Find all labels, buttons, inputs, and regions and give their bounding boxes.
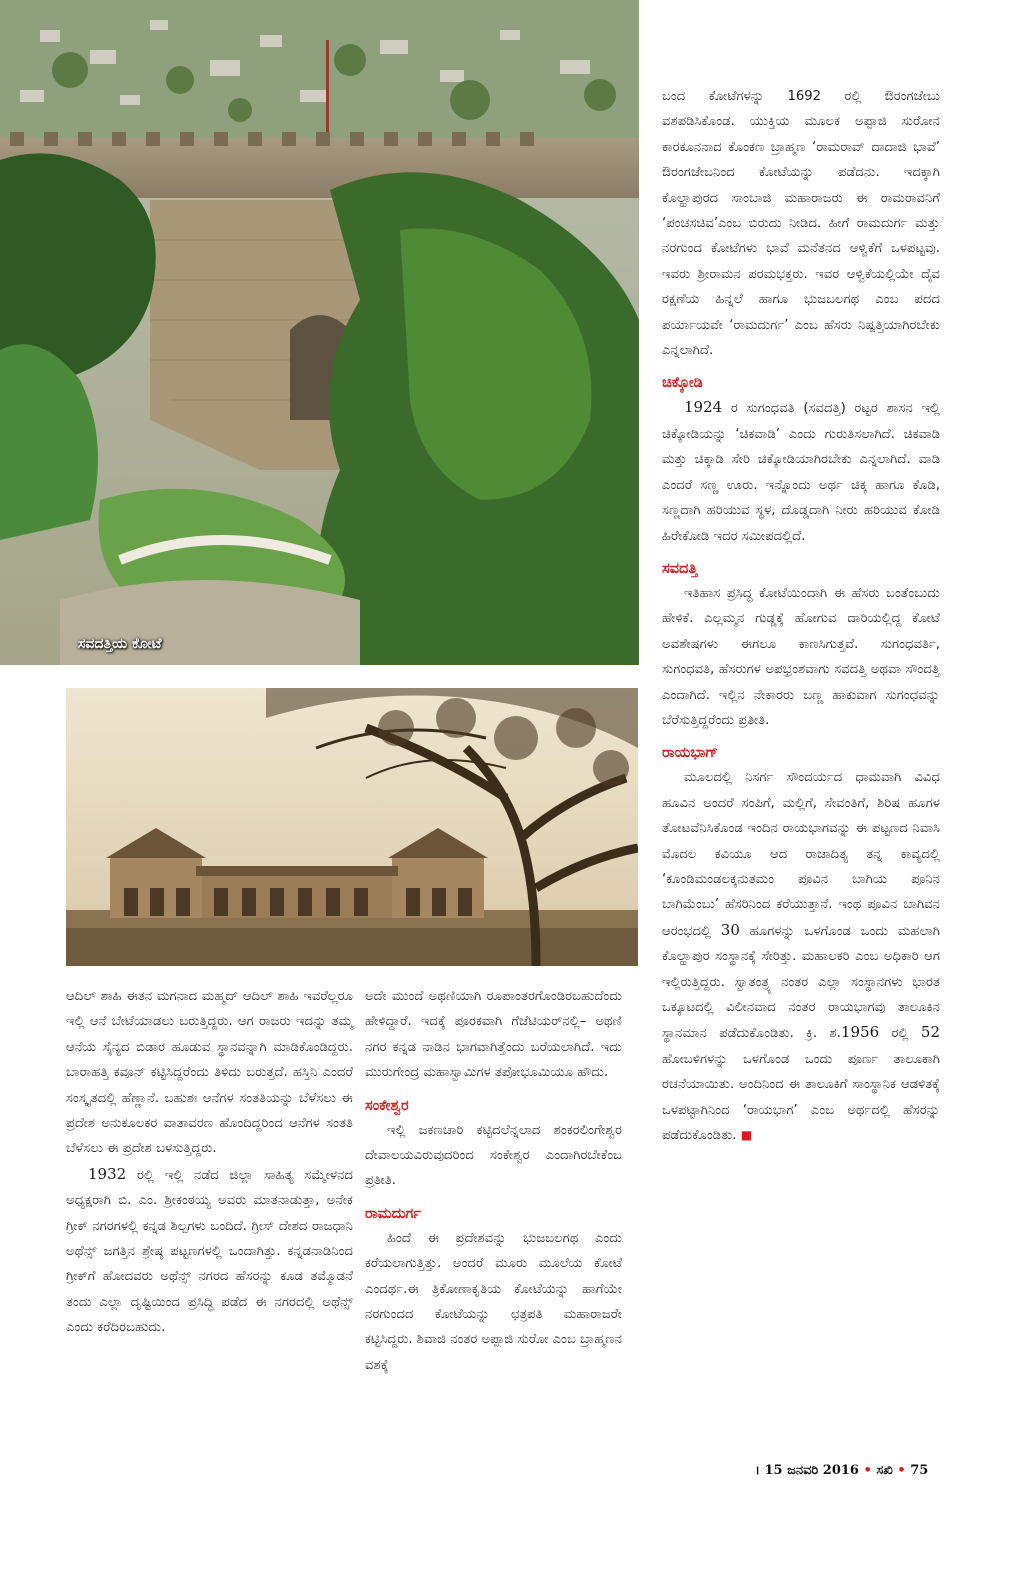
footer-separator: • — [897, 1463, 906, 1478]
footer-magazine: ಸಖಿ — [876, 1463, 893, 1478]
left-column — [66, 984, 353, 1341]
fort-photo — [0, 0, 639, 665]
intro-paragraph: ಬಂದ ಕೋಟೆಗಳನ್ನು 1692 ರಲ್ಲಿ ಔರಂಗಜೇಬು ವಶಪಡಿಸಿಕೊಂಡ. ಯುಕ್ತಿಯ ಮೂಲಕ ಅಪ್ಪಾಜಿ ಸುರೋನ ಕಾರಕೂನನಾದ ಕೊಂಕಣ ಬ್ರಾಹ್ಮಣ ‘ರಾಮರಾವ್ ದಾದಾಜಿ ಭಾವೆ’ ಔರಂಗಜೇಬನಿಂದ ಕೋಟೆಯನ್ನು ಪಡೆದನು. ಇದಕ್ಕಾಗಿ ಕೊಲ್ಹಾಪುರದ ಸಾಂಬಾಜಿ ಮಹಾರಾಜರು ಈ ರಾಮರಾವನಿಗೆ ‘ಪಂಚಸಚಿವ’ಎಂಬ ಬಿರುದು ನೀಡಿದ. ಹೀಗೆ ರಾಮದುರ್ಗ ಮತ್ತು ನರಗುಂದ ಕೋಟೆಗಳು ಭಾವೆ ಮನೆತನದ ಆಳ್ವಿಕೆಗೆ ಒಳಪಟ್ಟವು. ಇವರು ಶ್ರೀರಾಮನ ಪರಮಭಕ್ತರು. ಇವರ ಆಳ್ವಿಕೆಯಲ್ಲಿಯೇ ದೈವ ರಕ್ಷಣೆಯ ಹಿನ್ನಲೆ ಹಾಗೂ ಭುಜಬಲಗಥ ಎಂಬ ಪದದ ಪರ್ಯಾಯವೇ ‘ರಾಮದುರ್ಗ’ ಎಂಬ ಹೆಸರು ನಿಷ್ಪತ್ತಿಯಾಗಿರಬೇಕು ಎನ್ನಲಾಗಿದೆ. — [662, 89, 940, 359]
fort-photo-caption: ಸವದತ್ತಿಯ ಕೋಟೆ — [78, 636, 162, 652]
page-number: 75 — [910, 1463, 929, 1478]
end-mark: ■ — [740, 1128, 753, 1143]
footer-separator: • — [863, 1463, 872, 1478]
middle-column — [365, 984, 622, 1378]
section-text-chikkodi: 1924 ರ ಸುಗಂಧವತಿ (ಸವದತ್ತಿ) ರಟ್ಟರ ಶಾಸನ ಇಲ್ಲಿ ಚಿಕ್ಕೋಡಿಯನ್ನು ‘ಚಿಕವಾಡಿ’ ಎಂದು ಗುರುತಿಸಲಾಗಿದೆ. ಚಿಕವಾಡಿ ಮತ್ತು ಚಿಕ್ಕಾಡಿ ಸೇರಿ ಚಿಕ್ಕೋಡಿಯಾಗಿರಬೇಕು ಎನ್ನಲಾಗಿದೆ. ವಾಡಿ ಎಂದರೆ ಸಣ್ಣ ಊರು. ಇನ್ನೊಂದು ಅರ್ಥ ಚಿಕ್ಕ ಹಾಗೂ ಕೊಡಿ, ಸಣ್ಣದಾಗಿ ಹರಿಯುವ ಸ್ಥಳ, ದೊಡ್ಡದಾಗಿ ನೀರು ಹರಿಯುವ ಕೋಡಿ ಹಿರೇಕೋಡಿ ಇದರ ಸಮೀಪದಲ್ಲಿದೆ. — [662, 398, 940, 544]
section-text-sankeshwar: ಇಲ್ಲಿ ಜಕಣಚಾರಿ ಕಟ್ಟಿದಲೆನ್ನಲಾದ ಶಂಕರಲಿಂಗೇಶ್ವರ ದೇವಾಲಯವಿರುವುದರಿಂದ ಸಂಕೇಶ್ವರ ಎಂದಾಗಿರಬೇಕೆಂಬ ಪ್ರತೀತಿ. — [365, 1122, 622, 1189]
left-paragraph-2: 1932 ರಲ್ಲಿ ಇಲ್ಲಿ ನಡೆದ ಜಿಲ್ಲಾ ಸಾಹಿತ್ಯ ಸಮ್ಮೇಳನದ ಅಧ್ಯಕ್ಷರಾಗಿ ಬಿ. ಎಂ. ಶ್ರೀಕಂಠಯ್ಯ ಅವರು ಮಾತನಾಡುತ್ತಾ, ಅನೇಕ ಗ್ರೀಕ್ ನಗರಗಳಲ್ಲಿ ಕನ್ನಡ ಶಿಲ್ಪಗಳು ಬಂದಿದೆ. ಗ್ರೀಸ್ ದೇಶದ ರಾಜಧಾನಿ ಅಥೆನ್ಸ್ ಜಗತ್ತಿನ ಶ್ರೇಷ್ಠ ಪಟ್ಟಣಗಳಲ್ಲಿ ಒಂದಾಗಿತ್ತು. ಕನ್ನಡನಾಡಿನಿಂದ ಗ್ರೀಕ್‌ಗೆ ಹೋದವರು ಅಥೆನ್ಸ್ ನಗರದ ಹೆಸರನ್ನು ಕೂಡ ತಮ್ಮೊಡನೆ ತಂದು ಎಲ್ಲಾ ದೃಷ್ಟಿಯಿಂದ ಪ್ರಸಿದ್ಧಿ ಪಡೆದ ಈ ನಗರದಲ್ಲಿ ಅಥೆನ್ಸ್ ಎಂದು ಕರೆದಿರಬಹುದು. — [66, 1164, 353, 1336]
section-heading-chikkodi: ಚಿಕ್ಕೋಡಿ — [662, 375, 703, 392]
left-paragraph-1: ಆದಿಲ್ ಶಾಹಿ ಈತನ ಮಗನಾದ ಮಹ್ಮದ್ ಆದಿಲ್ ಶಾಹಿ ಇವರೆಲ್ಲರೂ ಇಲ್ಲಿ ಆನೆ ಬೇಟೆಯಾಡಲು ಬರುತ್ತಿದ್ದರು. ಆಗ ರಾಜರು ಇದನ್ನು ತಮ್ಮ ಆನೆಯ ಸೈನ್ಯದ ಬಿಡಾರ ಹೂಡುವ ಸ್ಥಾನವನ್ನಾಗಿ ಮಾಡಿಕೊಂಡಿದ್ದರು. ಬಾರಾಹತ್ತಿ ಕವೂನ್ ಕಟ್ಟಿಸಿದ್ದರೆಂದು ತಿಳಿದು ಬರುತ್ತದೆ. ಹಸ್ತಿನಿ ಎಂದರೆ ಸಂಸ್ಕೃತದಲ್ಲಿ ಹೆಣ್ಣಾನೆ. ಬಹುಶಃ ಆನೆಗಳ ಸಂತತಿಯನ್ನು ಬೆಳೆಸಲು ಈ ಪ್ರದೇಶ ಅನುಕೂಲಕರ ವಾತಾವರಣ ಹೊಂದಿದ್ದರಿಂದ ಆನೆಗಳ ಸಂತತಿ ಬೆಳೆಸಲು ಈ ಪ್ರದೇಶ ಬಳಸುತ್ತಿದ್ದರು. — [66, 989, 353, 1157]
page-footer — [755, 1463, 928, 1478]
middle-paragraph-1: ಅದೇ ಮುಂದೆ ಅಥಣಿಯಾಗಿ ರೂಪಾಂತರಗೊಂಡಿರಬಹುದೆಂದು ಹೇಳಿದ್ದಾರೆ. ಇದಕ್ಕೆ ಪೂರಕವಾಗಿ ಗೆಜೆಟಿಯರ್‌ನಲ್ಲಿ– ಅಥಣಿ ನಗರ ಕನ್ನಡ ನಾಡಿನ ಭಾಗವಾಗಿತ್ತೆಂದು ಬರೆಯಲಾಗಿದೆ. ಇದು ಮುರುಗೇಂದ್ರ ಮಹಾಸ್ವಾಮಿಗಳ ತಪೋಭೂಮಿಯೂ ಹೌದು. — [365, 989, 622, 1081]
section-heading-ramdurg: ರಾಮದುರ್ಗ — [365, 1205, 421, 1222]
footer-date: 15 ಜನವರಿ 2016 — [764, 1463, 859, 1478]
section-text-ramdurg: ಹಿಂದೆ ಈ ಪ್ರದೇಶವನ್ನು ಭುಜಬಲಗಥ ಎಂದು ಕರೆಯಲಾಗುತ್ತಿತ್ತು. ಅಂದರೆ ಮೂರು ಮೂಲೆಯ ಕೋಟೆ ಎಂದರ್ಥ.ಈ ತ್ರಿಕೋಣಾಕೃತಿಯ ಕೋಟೆಯನ್ನು ಹಾಗೆಯೇ ನರಗುಂದದ ಕೋಟೆಯನ್ನು ಛತ್ರಪತಿ ಮಹಾರಾಜರೇ ಕಟ್ಟಿಸಿದ್ದರು. ಶಿವಾಜಿ ನಂತರ ಅಪ್ಪಾಜಿ ಸುರೋ ಎಂಬ ಬ್ರಾಹ್ಮಣನ ವಶಕ್ಕೆ — [365, 1230, 622, 1373]
right-column — [662, 84, 940, 1148]
fort-photo-image — [0, 0, 639, 665]
section-text-raybag: ಮೂಲದಲ್ಲಿ ನಿಸರ್ಗ ಸೌಂದರ್ಯದ ಧಾಮವಾಗಿ ವಿವಿಧ ಹೂವಿನ ಅಂದರೆ ಸಂಪಿಗೆ, ಮಲ್ಲಿಗೆ, ಸೇವಂತಿಗೆ, ಶಿರಿಷ ಹೂಗಳ ತೋಟವೆನಿಸಿಕೊಂಡ ಇಂದಿನ ರಾಯಭಾಗವನ್ನು ಈ ಪಟ್ಟಣದ ನಿವಾಸಿ ಮೊದಲ ಕವಿಯೂ ಆದ ರಾಜಾದಿತ್ಯ ತನ್ನ ಕಾವ್ಯದಲ್ಲಿ ‘ಕೂಂಡಿಮಂಡಲಕ್ಕನುತಮಂ ಪೂವಿನ ಬಾಗಿಯ ಪೂನಿನ ಬಾಗಿಮೆಂಬು’ ಹೆಸರಿನಿಂದ ಕರೆಯುತ್ತಾನೆ. ಇಂಥ ಪೂವಿನ ಬಾಗಿವನ ಆರಂಭದಲ್ಲಿ 30 ಹೂಗಳನ್ನು ಒಳಗೊಂಡ ಒಂದು ಮಹಲಾಗಿ ಕೊಲ್ಹಾಪುರ ಸಂಸ್ಥಾನಕ್ಕೆ ಸೇರಿತ್ತು. ಮಹಾಲಕರಿ ಎಂಬ ಅಧಿಕಾರಿ ಆಗ ಇಲ್ಲಿರುತ್ತಿದ್ದರು. ಸ್ವಾತಂತ್ರ್ಯ ನಂತರ ಎಲ್ಲಾ ಸಂಸ್ಥಾನಗಳು ಭಾರತ ಒಕ್ಕೂಟದಲ್ಲಿ ವಿಲೀನವಾದ ನಂತರ ರಾಯಭಾಗವು ತಾಲೂಕಿನ ಸ್ಥಾನಮಾನ ಪಡೆದುಕೊಂಡಿತು. ಕ್ರಿ. ಶ.1956 ರಲ್ಲಿ 52 ಹೋಬಳಿಗಳನ್ನು ಒಳಗೊಂಡ ಒಂದು ಪೂರ್ಣ ತಾಲೂಕಾಗಿ ರಚನೆಯಾಯಿತು. ಅಂದಿನಿಂದ ಈ ತಾಲೂಕಿಗೆ ಸಾಂಸ್ಥಾನಿಕ ಆಡಳಿತಕ್ಕೆ ಒಳಪಟ್ಟಾಗಿನಿಂದ ‘ರಾಯಭಾಗ’ ಎಂಬ ಅರ್ಥದಲ್ಲಿ ಹೆಸರನ್ನು ಪಡೆದುಕೊಂಡಿತು. ■ — [662, 770, 940, 1144]
building-photo — [66, 688, 638, 966]
footer-bar: । — [755, 1463, 760, 1478]
section-text-savadatti: ಇತಿಹಾಸ ಪ್ರಸಿದ್ಧ ಕೋಟೆಯಿಂದಾಗಿ ಈ ಹೆಸರು ಬಂತೆಂಬುದು ಹೇಳಿಕೆ. ಎಲ್ಲಮ್ಮನ ಗುಡ್ಡಕ್ಕೆ ಹೋಗುವ ದಾರಿಯಲ್ಲಿದ್ದ ಕೋಟೆ ಅವಶೇಷಗಳು ಈಗಲೂ ಕಾಣಸಿಗುತ್ತವೆ. ಸುಗಂಧವರ್ತಿ, ಸುಗಂಧವತಿ, ಹೆಸರುಗಳ ಅಪಭ್ರಂಶವಾಗು ಸವದತ್ತಿ ಅಥವಾ ಸೌಂದತ್ತಿ ಎಂದಾಗಿದೆ. ಇಲ್ಲಿನ ನೇಕಾರರು ಬಣ್ಣ ಹಾಕುವಾಗ ಸುಗಂಧವನ್ನು ಬೆರೆಸುತ್ತಿದ್ದರೆಂದು ಪ್ರತೀತಿ. — [662, 585, 940, 728]
section-heading-savadatti: ಸವದತ್ತಿ — [662, 560, 698, 577]
section-heading-raybag: ರಾಯಭಾಗ್ — [662, 745, 718, 762]
year-number: 1924 — [684, 398, 723, 417]
building-photo-image — [66, 688, 638, 966]
section-heading-sankeshwar: ಸಂಕೇಶ್ವರ — [365, 1097, 409, 1114]
